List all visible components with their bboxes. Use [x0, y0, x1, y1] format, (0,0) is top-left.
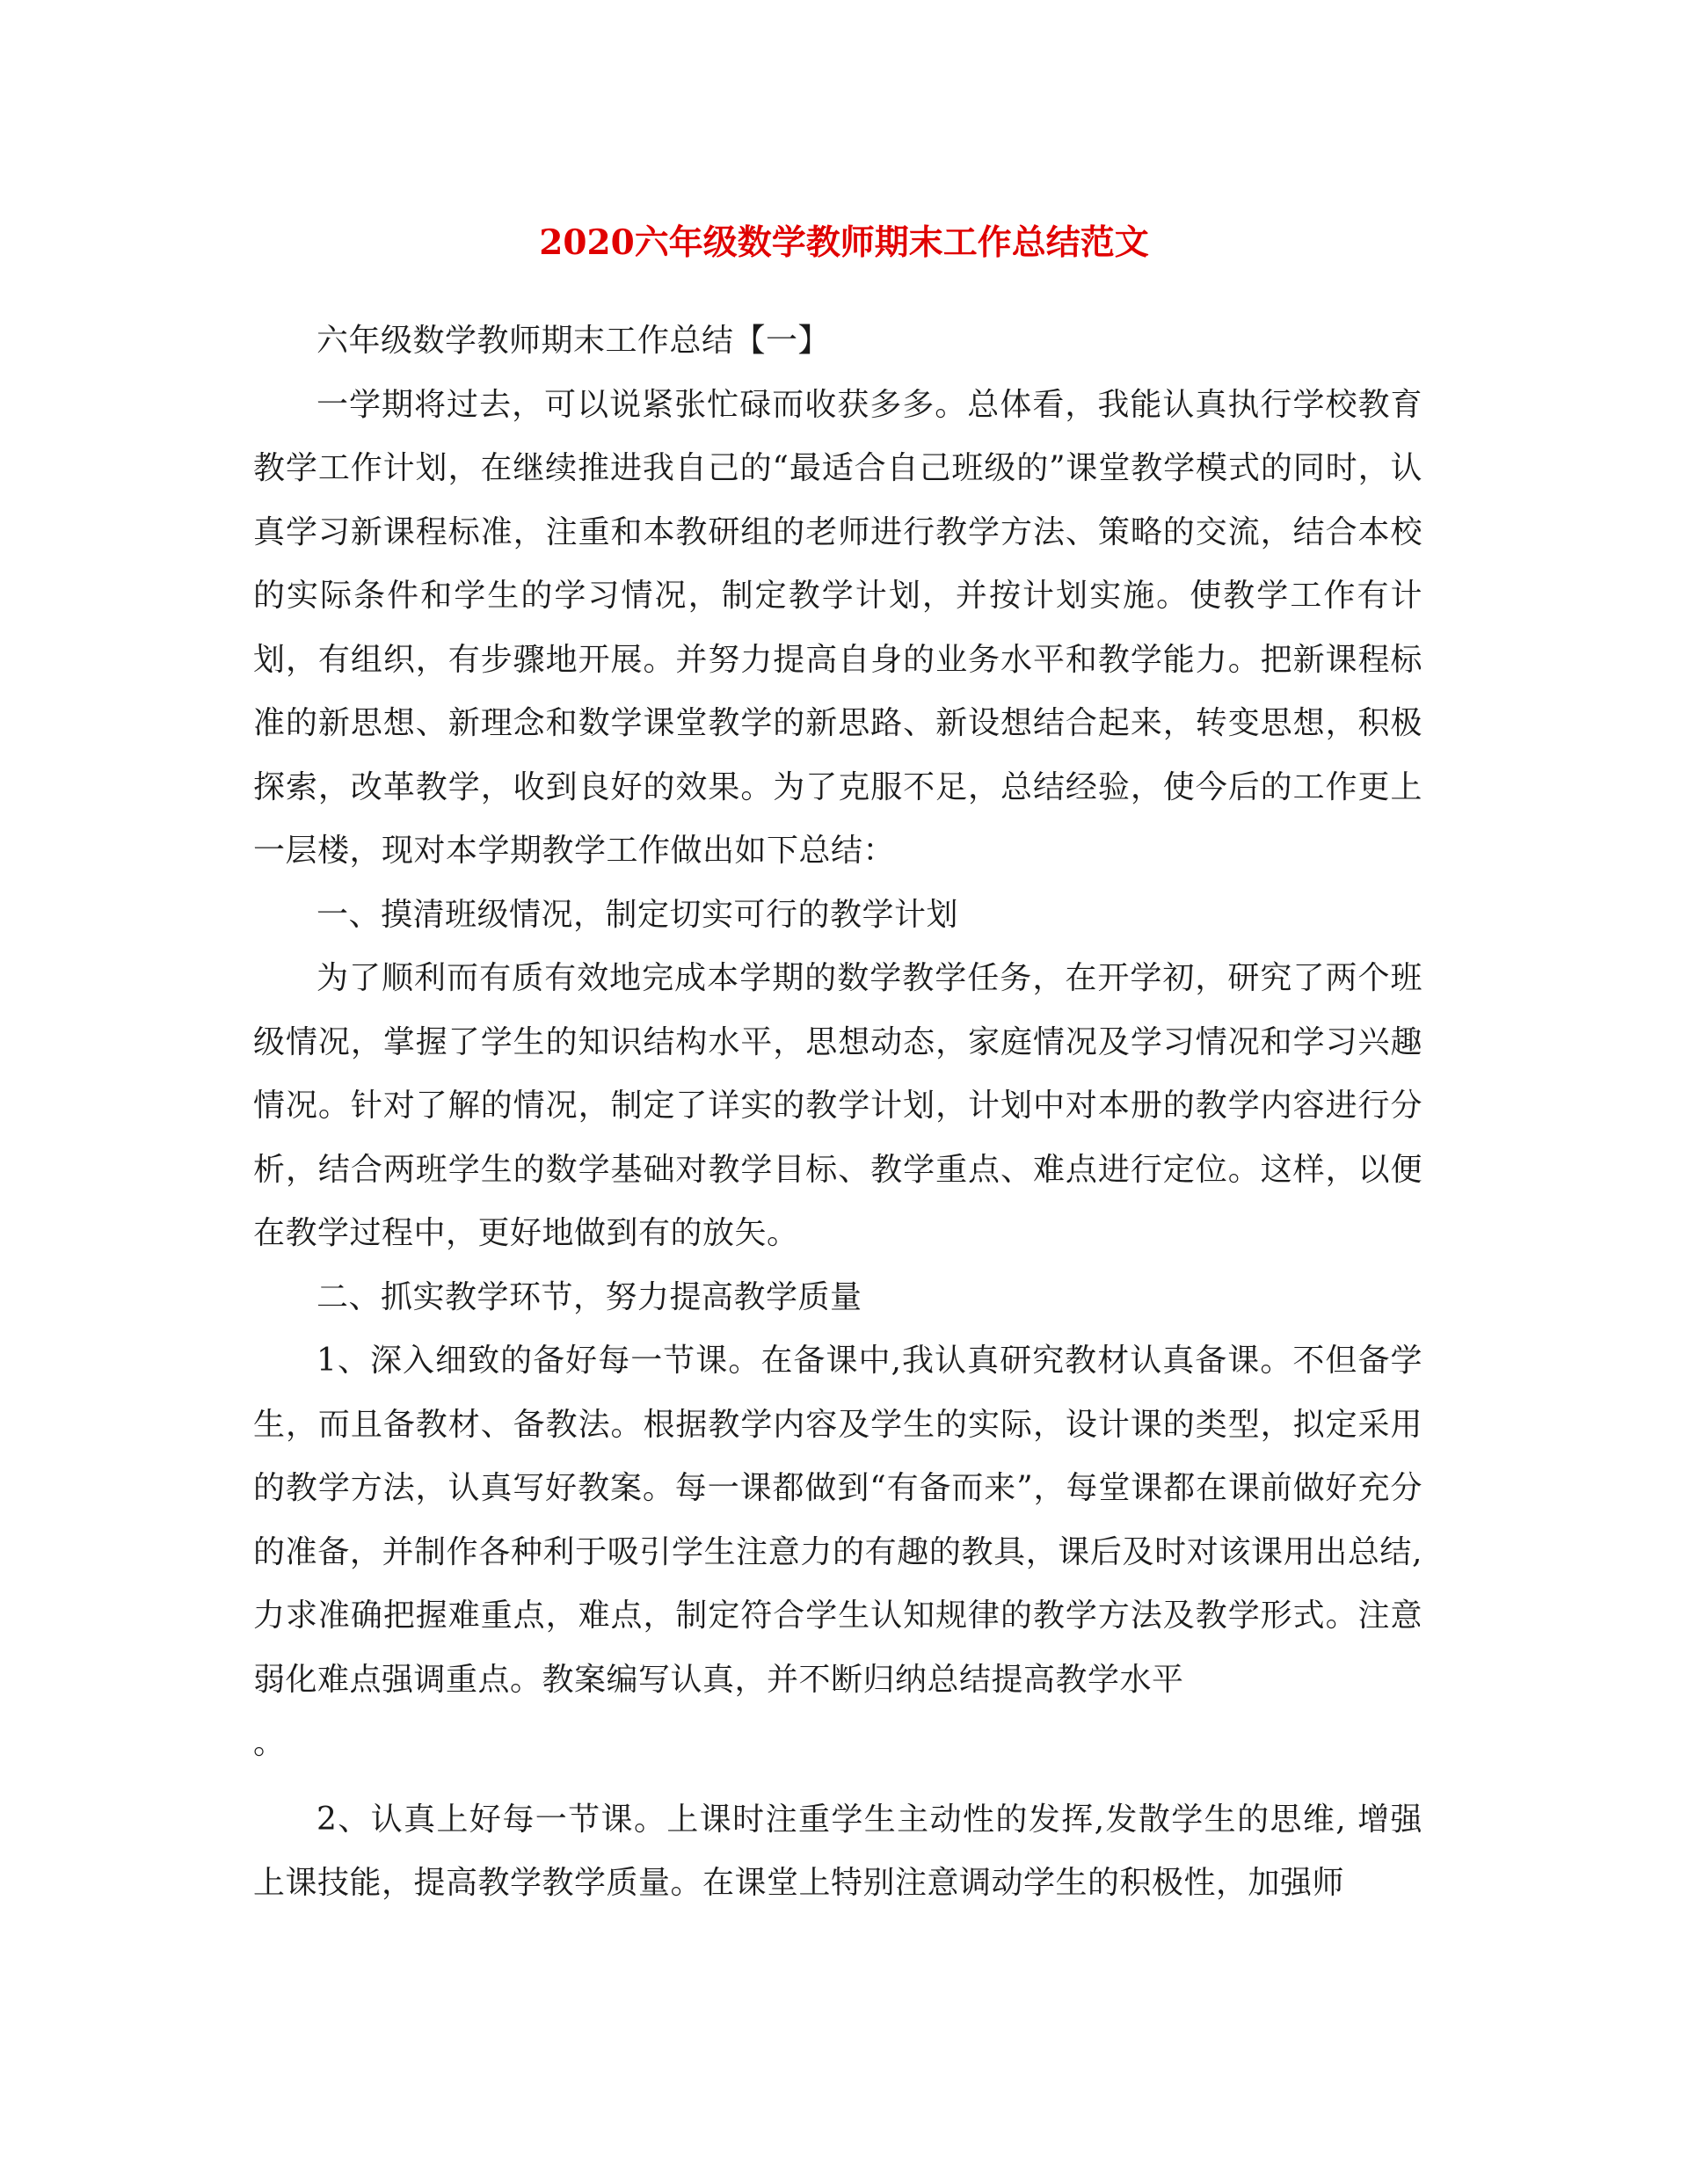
- document-title: 2020六年级数学教师期末工作总结范文: [539, 222, 1149, 263]
- item-one-paragraph: 1、深入细致的备好每一节课。在备课中,我认真研究教材认真备课。不但备学生，而且备教材、备教法。根据教学内容及学生的实际，设计课的类型，拟定采用的教学方法，认真写好教案。每一课都做到“有备而来”，每堂课都在课前做好充分的准备，并制作各种利于吸引学生注意力的有趣的教具，课后及时对该课用出总结,力求准确把握难重点，难点，制定符合学生认知规律的教学方法及教学形式。注意弱化难点强调重点。教案编写认真，并不断归纳总结提高教学水平: [253, 1343, 1422, 1698]
- document-body: [253, 309, 1422, 1916]
- section-heading-part-one: 六年级数学教师期末工作总结【一】: [316, 323, 831, 359]
- intro-paragraph: 一学期将过去，可以说紧张忙碌而收获多多。总体看，我能认真执行学校教育教学工作计划，在继续推进我自己的“最适合自己班级的”课堂教学模式的同时，认真学习新课程标准，注重和本教研组的老师进行教学方法、策略的交流，结合本校的实际条件和学生的学习情况，制定教学计划，并按计划实施。使教学工作有计划，有组织，有步骤地开展。并努力提高自身的业务水平和教学能力。把新课程标准的新思想、新理念和数学课堂教学的新思路、新设想结合起来，转变思想，积极探索，改革教学，收到良好的效果。为了克服不足，总结经验，使今后的工作更上一层楼，现对本学期教学工作做出如下总结：: [253, 386, 1422, 869]
- section-heading-one: 一、摸清班级情况，制定切实可行的教学计划: [316, 896, 959, 933]
- section-heading-two: 二、抓实教学环节，努力提高教学质量: [316, 1278, 862, 1315]
- item-one-trailing-mark: 。: [253, 1725, 286, 1761]
- section-one-paragraph: 为了顺利而有质有效地完成本学期的数学教学任务，在开学初，研究了两个班级情况，掌握了学生的知识结构水平，思想动态，家庭情况及学习情况和学习兴趣情况。针对了解的情况，制定了详实的教学计划，计划中对本册的教学内容进行分析，结合两班学生的数学基础对教学目标、教学重点、难点进行定位。这样，以便在教学过程中，更好地做到有的放矢。: [253, 960, 1422, 1251]
- item-two-paragraph: 2、认真上好每一节课。上课时注重学生主动性的发挥,发散学生的思维, 增强上课技能，提高教学教学质量。在课堂上特别注意调动学生的积极性，加强师: [253, 1801, 1422, 1901]
